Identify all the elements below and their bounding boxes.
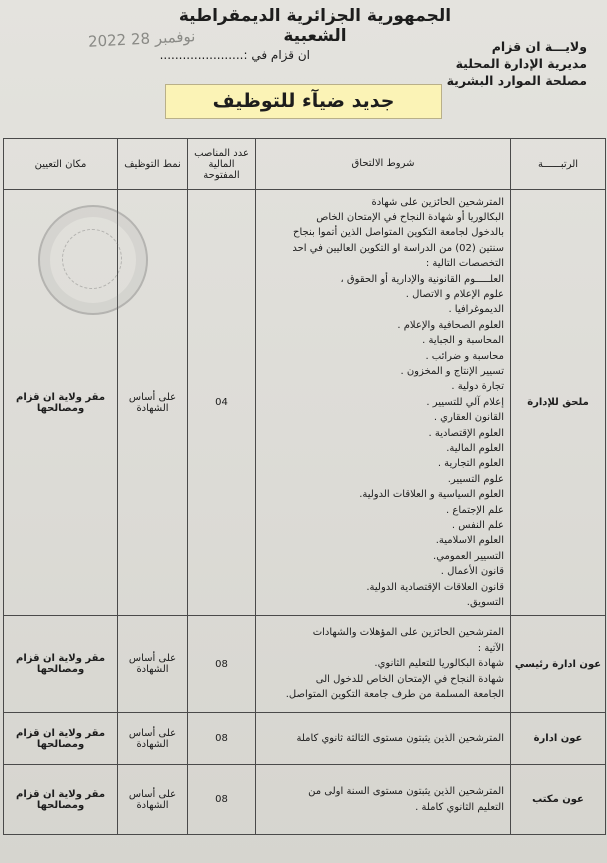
table-header-row bbox=[4, 139, 606, 190]
condition-line: المترشحين الذين يثبتون مستوى السنة اولى من bbox=[308, 786, 504, 798]
col-rank-header: الرتبــــــة bbox=[511, 139, 606, 190]
republic-title: الجمهورية الجزائرية الديمقراطية الشعبية bbox=[178, 6, 452, 46]
condition-line: العلوم الإقتصادية . bbox=[428, 427, 504, 439]
condition-line: قانون العلاقات الإقتصادية الدولية. bbox=[366, 581, 504, 593]
mode-cell: على أساس الشهادة bbox=[118, 190, 188, 616]
rank-cell: عون ادارة رئيسي bbox=[511, 616, 606, 713]
col-positions-header: عدد المناصب المالية المفتوحة bbox=[188, 139, 256, 190]
rank-cell: عون مكتب bbox=[511, 765, 606, 835]
table-row bbox=[4, 616, 606, 713]
wilaya-label: ولايـــة ان قزام bbox=[491, 39, 587, 54]
mode-cell: على أساس الشهادة bbox=[118, 616, 188, 713]
condition-line: التسيير العمومي. bbox=[433, 550, 504, 562]
rank-cell: عون ادارة bbox=[511, 713, 606, 765]
condition-line: البكالوريا أو شهادة النجاح في الإمتحان الخاص bbox=[316, 211, 504, 223]
condition-line: العلوم المالية. bbox=[446, 443, 504, 455]
rank-cell: ملحق للإدارة bbox=[511, 190, 606, 616]
place-cell: مقر ولاية ان قزام ومصالحها bbox=[4, 190, 118, 616]
positions-cell: 08 bbox=[188, 713, 256, 765]
conditions-list bbox=[262, 784, 504, 815]
condition-line: المترشحين الحائزين على المؤهلات والشهادات bbox=[312, 627, 504, 639]
condition-line: علوم التسيير. bbox=[447, 473, 504, 485]
conditions-list bbox=[262, 195, 504, 611]
condition-line: شهادة النجاح في الإمتحان الخاص للدخول الى bbox=[315, 673, 504, 685]
directorate-label: مديرية الإدارة المحلية bbox=[455, 56, 587, 71]
condition-line: الجامعة المسلمة من طرف جامعة التكوين المتواصل. bbox=[285, 689, 504, 701]
col-mode-header: نمط التوظيف bbox=[118, 139, 188, 190]
condition-line: شهادة البكالوريا للتعليم الثانوي. bbox=[374, 658, 504, 670]
condition-line: بالدخول لجامعة التكوين المتواصل الذين أتموا بنجاح bbox=[293, 227, 504, 239]
condition-line: علم النفس . bbox=[451, 520, 504, 532]
condition-line: إعلام آلي للتسيير . bbox=[426, 396, 504, 408]
positions-cell: 04 bbox=[188, 190, 256, 616]
col-place-header: مكان التعيين bbox=[4, 139, 118, 190]
condition-line: علوم الإعلام و الاتصال . bbox=[405, 288, 504, 300]
place-cell: مقر ولاية ان قزام ومصالحها bbox=[4, 713, 118, 765]
conditions-list bbox=[262, 625, 504, 702]
condition-line: قانون الأعمال . bbox=[440, 566, 504, 578]
condition-line: العلوم الصحافية والإعلام . bbox=[397, 319, 504, 331]
condition-line: العلوم التجارية . bbox=[437, 458, 504, 470]
place-cell: مقر ولاية ان قزام ومصالحها bbox=[4, 616, 118, 713]
mode-cell: على أساس الشهادة bbox=[118, 765, 188, 835]
official-seal-stamp bbox=[38, 205, 148, 315]
condition-line: سنتين (02) من الدراسة او التكوين العاليين في احد bbox=[292, 242, 504, 254]
col-conditions-header: شروط الالتحاق bbox=[256, 139, 511, 190]
conditions-cell bbox=[256, 713, 511, 765]
condition-line: المحاسبة و الجباية . bbox=[422, 335, 504, 347]
condition-line: المترشحين الحائزين على شهادة bbox=[371, 196, 504, 208]
condition-line: التعليم الثانوي كاملة . bbox=[415, 801, 504, 813]
place-cell: مقر ولاية ان قزام ومصالحها bbox=[4, 765, 118, 835]
place-date-line: ان قزام في :...................... bbox=[159, 48, 310, 62]
date-stamp: 2022 نوفمبر 28 bbox=[87, 27, 196, 51]
issuer-block bbox=[447, 38, 587, 89]
condition-line: العلوم الاسلامية. bbox=[435, 535, 504, 547]
condition-line: تسيير الإنتاج و المخزون . bbox=[400, 365, 504, 377]
conditions-cell bbox=[256, 190, 511, 616]
condition-line: التسويق. bbox=[466, 597, 504, 609]
table-row bbox=[4, 765, 606, 835]
seal-inner-ring bbox=[62, 229, 122, 289]
service-label: مصلحة الموارد البشرية bbox=[446, 73, 587, 88]
positions-cell: 08 bbox=[188, 616, 256, 713]
condition-line: الديموغرافيا . bbox=[448, 304, 504, 316]
conditions-cell bbox=[256, 616, 511, 713]
condition-line: القانون العقاري . bbox=[433, 412, 504, 424]
conditions-cell bbox=[256, 765, 511, 835]
condition-line: تجارة دولية . bbox=[451, 381, 504, 393]
condition-line: التخصصات التالية : bbox=[425, 258, 504, 270]
table-row bbox=[4, 713, 606, 765]
condition-line: العلـــــوم القانونية والإدارية أو الحقوق ، bbox=[340, 273, 504, 285]
condition-line: المترشحين الذين يثبتون مستوى الثالثة ثانوي كاملة bbox=[296, 732, 504, 744]
condition-line: الآتية : bbox=[477, 642, 504, 654]
conditions-list bbox=[262, 731, 504, 746]
mode-cell: على أساس الشهادة bbox=[118, 713, 188, 765]
announcement-banner: جديد ضيآء للتوظيف bbox=[165, 84, 442, 119]
positions-cell: 08 bbox=[188, 765, 256, 835]
condition-line: علم الإجتماع . bbox=[446, 504, 504, 516]
condition-line: محاسبة و ضرائب . bbox=[425, 350, 504, 362]
condition-line: العلوم السياسية و العلاقات الدولية. bbox=[359, 489, 504, 501]
